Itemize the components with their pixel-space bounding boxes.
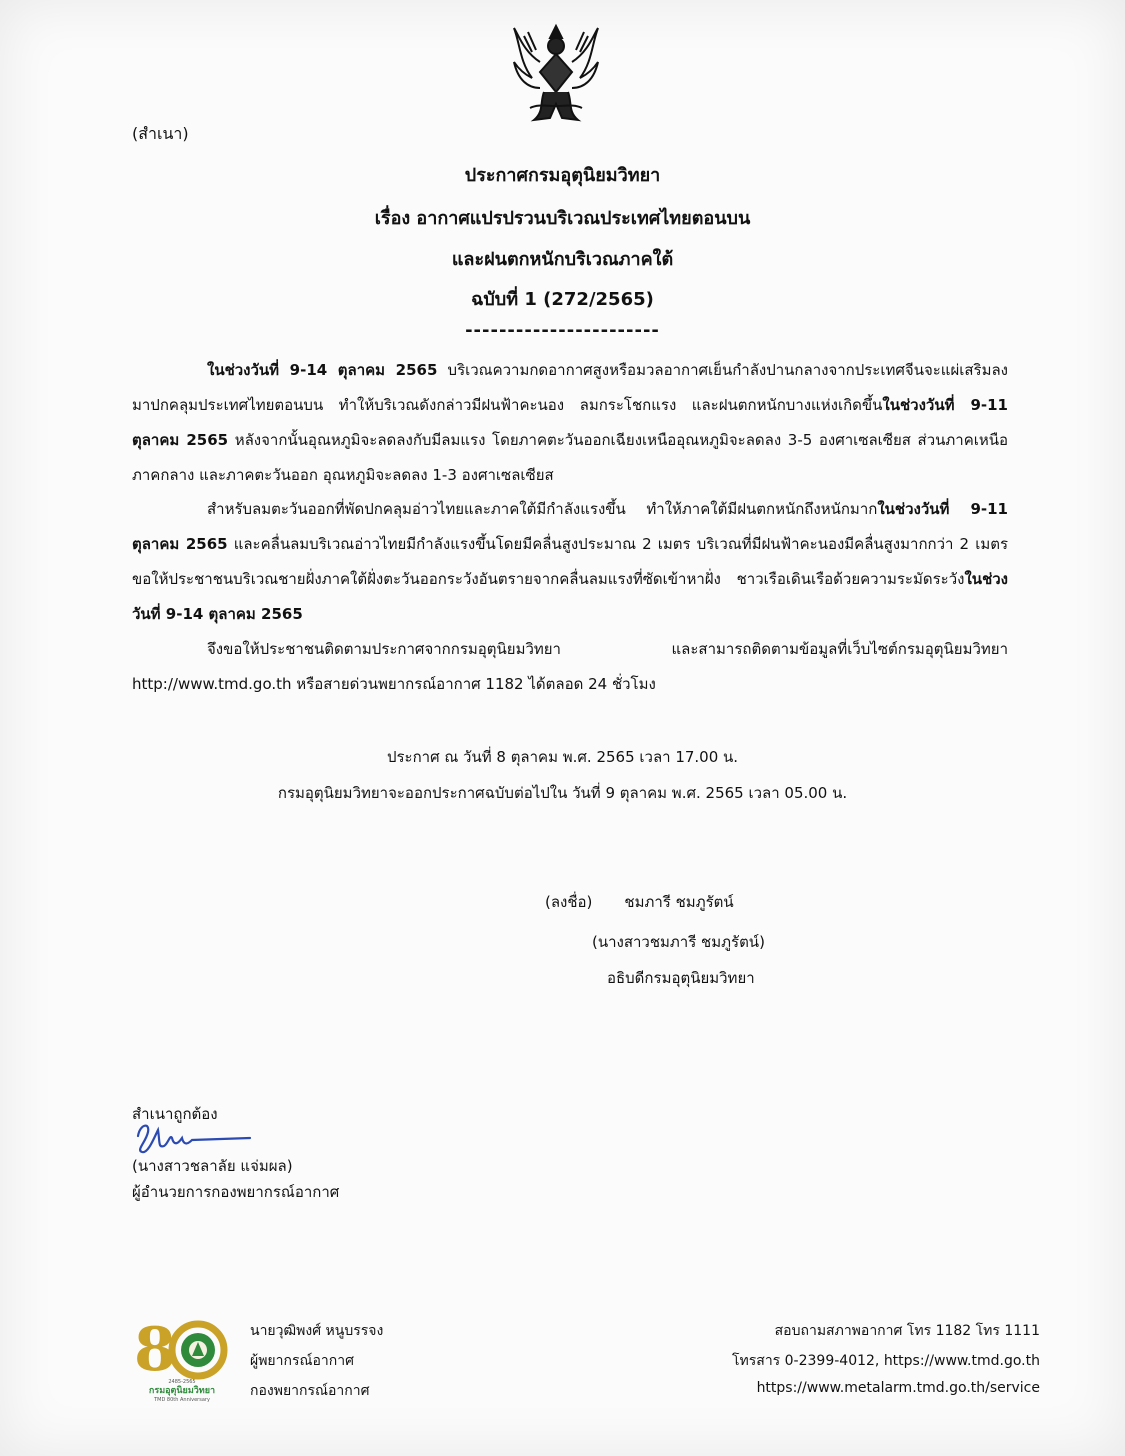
signature-label: (ลงชื่อ) — [545, 893, 593, 911]
tmd-80th-anniversary-logo — [132, 1312, 232, 1407]
logo-name: กรมอุตุนิยมวิทยา — [148, 1386, 216, 1396]
signature-line — [545, 890, 734, 914]
text-run-3: หลังจากนั้นอุณหภูมิจะลดลงกับมีลมแรง โดยภาคตะวันออกเฉียงเหนืออุณหภูมิจะลดลง 3-5 องศาเซลเซียส ส่วนภาคเหนือ ภาคกลาง และภาคตะวันออก อุณหภูมิจะลดลง 1-3 องศาเซลเซียส — [132, 431, 1009, 484]
title-line-3: และฝนตกหนักบริเวณภาคใต้ — [451, 249, 674, 270]
bold-run-3: ในช่วงวันที่ 9-14 ตุลาคม 2565 — [132, 570, 1008, 623]
body-paragraph-2 — [132, 492, 1008, 632]
signatory-full-name: (นางสาวชมภารี ชมภูรัตน์) — [592, 933, 765, 951]
text-run-0: จึงขอให้ประชาชนติดตามประกาศจากกรมอุตุนิยมวิทยา และสามารถติดตามข้อมูลที่เว็บไซต์กรมอุตุนิยมวิทยา http://www.tmd.go.th หรือสายด่วนพยากรณ์อากาศ 1182 ได้ตลอด 24 ชั่วโมง — [132, 640, 1008, 693]
bold-run-0: ในช่วงวันที่ 9-14 ตุลาคม 2565 — [207, 361, 438, 379]
announce-date: ประกาศ ณ วันที่ 8 ตุลาคม พ.ศ. 2565 เวลา 17.00 น. — [386, 748, 739, 766]
text-run-2: และคลื่นลมบริเวณอ่าวไทยมีกำลังแรงขึ้นโดยมีคลื่นสูงประมาณ 2 เมตร บริเวณที่มีฝนฟ้าคะนองมีคลื่นสูงมากกว่า 2 เมตร ขอให้ประชาชนบริเวณชายฝั่งภาคใต้ฝั่งตะวันออกระวังอันตรายจากคลื่นลมแรงที่ซัดเข้าหาฝั่ง ชาวเรือเดินเรือด้วยความระมัดระวัง — [132, 535, 1009, 588]
text-run-1: บริเวณความกดอากาศสูงหรือมวลอากาศเย็นกำลังปานกลางจากประเทศจีนจะแผ่เสริมลงมาปกคลุมประเทศไทยตอนบน ทำให้บริเวณดังกล่าวมีฝนฟ้าคะนอง ลมกระโชกแรง และฝนตกหนักบางแห่งเกิดขึ้น — [132, 361, 1008, 414]
footer-forecaster-division: กองพยากรณ์อากาศ — [250, 1383, 370, 1399]
signatory-position: อธิบดีกรมอุตุนิยมวิทยา — [607, 969, 755, 987]
title-line-1: ประกาศกรมอุตุนิยมวิทยา — [464, 165, 661, 186]
logo-tagline: TMD 80th Anniversary — [154, 1397, 210, 1403]
next-announcement: กรมอุตุนิยมวิทยาจะออกประกาศฉบับต่อไปใน วันที่ 9 ตุลาคม พ.ศ. 2565 เวลา 05.00 น. — [277, 784, 848, 802]
handwritten-signature — [128, 1116, 258, 1158]
certifier-position: ผู้อำนวยการกองพยากรณ์อากาศ — [132, 1183, 340, 1201]
svg-text:8: 8 — [134, 1315, 176, 1385]
certified-copy-label: สำเนาถูกต้อง — [132, 1105, 218, 1123]
title-line-2: เรื่อง อากาศแปรปรวนบริเวณประเทศไทยตอนบน — [374, 208, 751, 229]
body-paragraph-3 — [132, 632, 1008, 702]
signature-name: ชมภารี ชมภูรัตน์ — [624, 893, 734, 911]
bold-run-1: ในช่วงวันที่ 9-11 ตุลาคม 2565 — [132, 500, 1008, 553]
footer-service-link: https://www.metalarm.tmd.go.th/service — [756, 1380, 1040, 1396]
footer-forecaster-name: นายวุฒิพงศ์ หนูบรรจง — [250, 1323, 384, 1339]
footer-hotline: สอบถามสภาพอากาศ โทร 1182 โทร 1111 — [774, 1323, 1040, 1339]
certifier-name: (นางสาวชลาลัย แจ่มผล) — [132, 1157, 293, 1175]
copy-tag: (สำเนา) — [132, 124, 189, 143]
title-separator: ----------------------- — [465, 320, 660, 341]
footer-forecaster-role: ผู้พยากรณ์อากาศ — [250, 1353, 354, 1369]
logo-years: 2485-2565 — [168, 1379, 196, 1385]
garuda-emblem-icon — [510, 22, 602, 126]
bold-run-2: ในช่วงวันที่ 9-11 ตุลาคม 2565 — [132, 396, 1008, 449]
title-line-4: ฉบับที่ 1 (272/2565) — [471, 289, 654, 310]
text-run-0: สำหรับลมตะวันออกที่พัดปกคลุมอ่าวไทยและภาคใต้มีกำลังแรงขึ้น ทำให้ภาคใต้มีฝนตกหนักถึงหนักมาก — [207, 500, 878, 518]
footer-fax-website: โทรสาร 0-2399-4012, https://www.tmd.go.th — [732, 1353, 1040, 1369]
body-paragraph-1 — [132, 353, 1008, 493]
